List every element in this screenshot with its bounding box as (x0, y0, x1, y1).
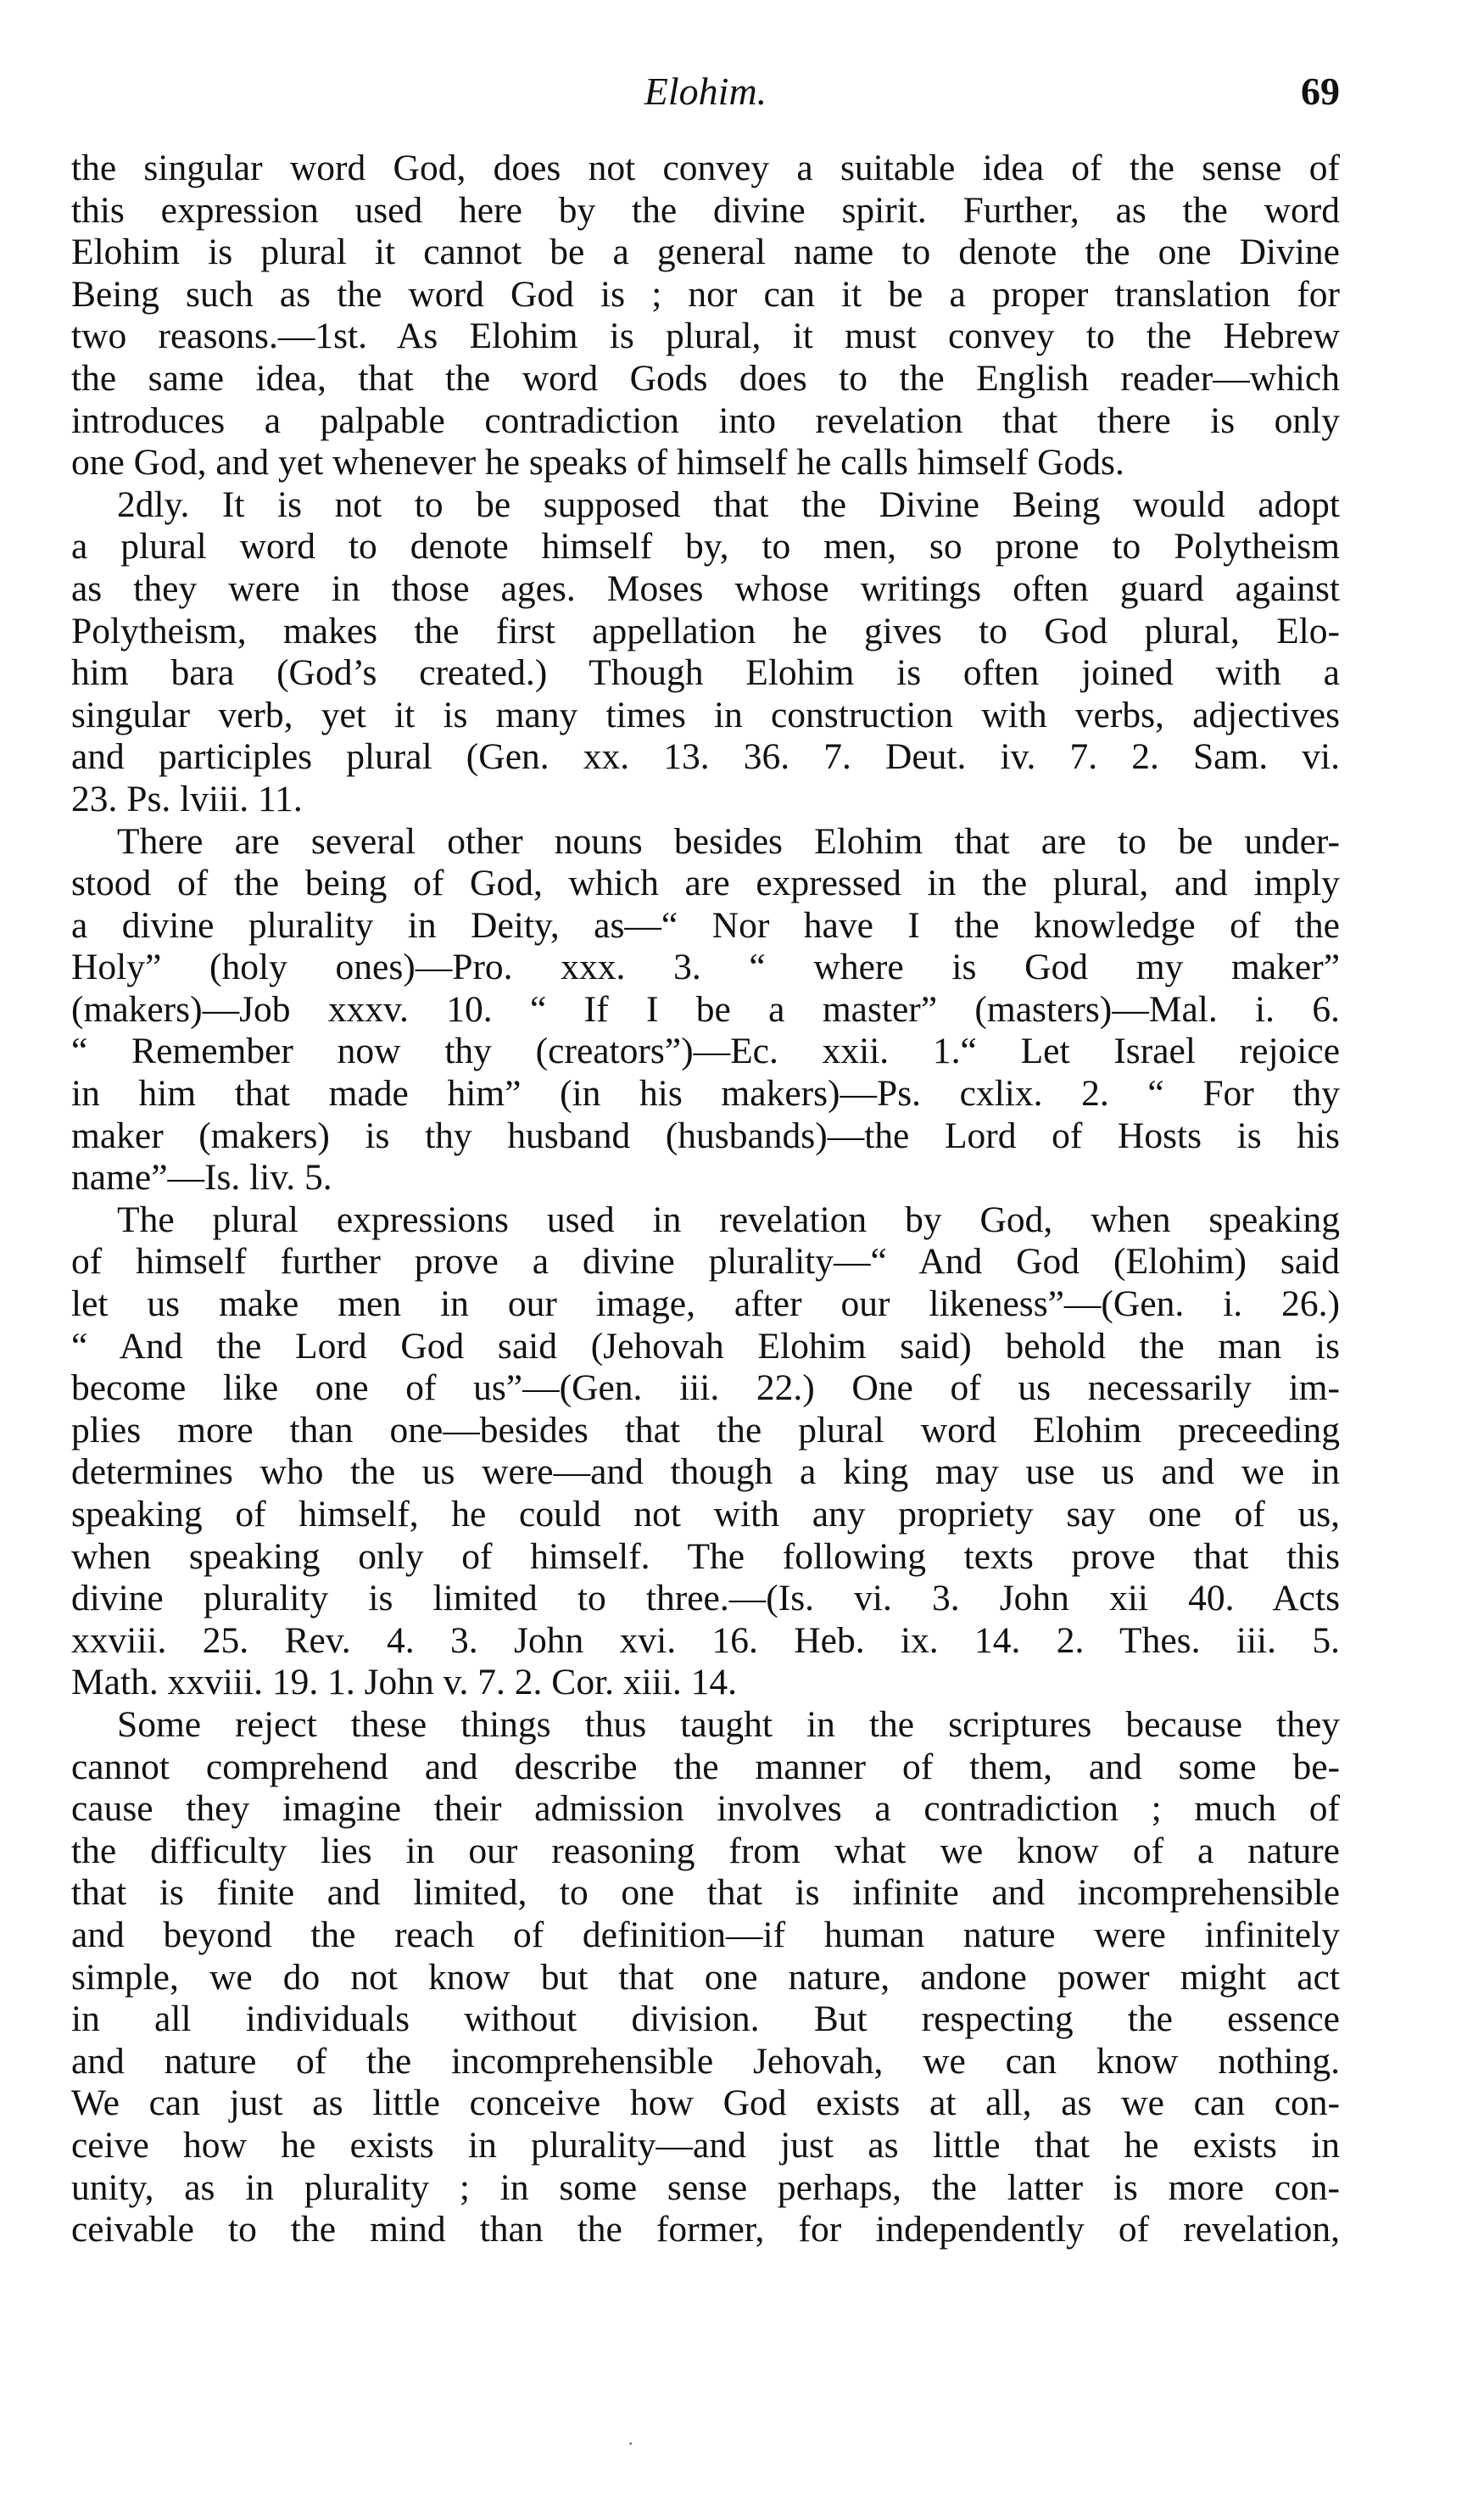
text-line: a plural word to denote himself by, to men, so prone to Polytheism (71, 526, 1340, 567)
text-line: two reasons.—1st. As Elohim is plural, it must convey to the Hebrew (71, 316, 1340, 357)
text-line: ceivable to the mind than the former, for independently of revelation, (71, 2209, 1340, 2250)
text-line: when speaking only of himself. The following texts prove that this (71, 1535, 1340, 1577)
text-line: singular verb, yet it is many times in construction with verbs, adjectives (71, 694, 1340, 735)
text-line: and beyond the reach of definition—if human nature were infinitely (71, 1914, 1340, 1955)
text-line: in all individuals without division. But respecting the essence (71, 1998, 1340, 2040)
text-line: maker (makers) is thy husband (husbands)—the Lord of Hosts is his (71, 1115, 1340, 1156)
text-line: ceive how he exists in plurality—and just as little that he exists in (71, 2124, 1340, 2166)
page-number: 69 (1301, 70, 1340, 113)
text-line: him bara (God’s created.) Though Elohim is often joined with a (71, 652, 1340, 694)
text-line: this expression used here by the divine spirit. Further, as the word (71, 189, 1340, 231)
text-line: There are several other nouns besides Elohim that are to be under- (117, 820, 1340, 862)
text-line: and nature of the incomprehensible Jehovah, we can know nothing. (71, 2040, 1340, 2082)
text-line: 2dly. It is not to be supposed that the Divine Being would adopt (117, 484, 1340, 525)
text-line: the same idea, that the word Gods does to the English reader—which (71, 357, 1340, 399)
text-line: name”—Is. liv. 5. (71, 1157, 332, 1199)
text-line: introduces a palpable contradiction into revelation that there is only (71, 400, 1340, 441)
text-line: (makers)—Job xxxv. 10. “ If I be a master” (masters)—Mal. i. 6. (71, 988, 1340, 1030)
text-line: stood of the being of God, which are expressed in the plural, and imply (71, 863, 1340, 904)
text-line: Holy” (holy ones)—Pro. xxx. 3. “ where is God my maker” (71, 947, 1340, 988)
running-head (71, 66, 1340, 117)
text-line: the singular word God, does not convey a suitable idea of the sense of (71, 148, 1340, 188)
text-line: that is finite and limited, to one that is infinite and incomprehensible (71, 1872, 1340, 1914)
text-line: We can just as little conceive how God exists at all, as we can con- (71, 2082, 1340, 2124)
text-line: The plural expressions used in revelation by God, when speaking (117, 1199, 1340, 1240)
text-line: let us make men in our image, after our likeness”—(Gen. i. 26.) (71, 1283, 1340, 1325)
text-line: in him that made him” (in his makers)—Ps. cxlix. 2. “ For thy (71, 1073, 1340, 1115)
text-line: 23. Ps. lviii. 11. (71, 778, 303, 819)
text-line: unity, as in plurality ; in some sense perhaps, the latter is more con- (71, 2166, 1340, 2208)
text-line: “ Remember now thy (creators”)—Ec. xxii. 1.“ Let Israel rejoice (71, 1031, 1340, 1072)
text-line: Some reject these things thus taught in the scriptures because they (117, 1703, 1340, 1745)
body-text (71, 148, 1340, 2251)
text-line: of himself further prove a divine plurality—“ And God (Elohim) said (71, 1241, 1340, 1283)
text-line: and participles plural (Gen. xx. 13. 36. 7. Deut. iv. 7. 2. Sam. vi. (71, 736, 1340, 778)
text-line: plies more than one—besides that the plural word Elohim preceeding (71, 1409, 1340, 1451)
text-line: Polytheism, makes the first appellation he gives to God plural, Elo- (71, 610, 1340, 651)
text-line: become like one of us”—(Gen. iii. 22.) One of us necessarily im- (71, 1367, 1340, 1409)
text-line: Math. xxviii. 19. 1. John v. 7. 2. Cor. xiii. 14. (71, 1662, 738, 1703)
text-line: a divine plurality in Deity, as—“ Nor have I the knowledge of the (71, 904, 1340, 946)
text-line: as they were in those ages. Moses whose writings often guard against (71, 567, 1340, 609)
text-line: simple, we do not know but that one nature, andone power might act (71, 1956, 1340, 1998)
text-line: Being such as the word God is ; nor can it be a proper translation for (71, 273, 1340, 315)
text-line: “ And the Lord God said (Jehovah Elohim said) behold the man is (71, 1325, 1340, 1367)
text-line: cannot comprehend and describe the manner of them, and some be- (71, 1746, 1340, 1787)
text-line: determines who the us were—and though a king may use us and we in (71, 1451, 1340, 1493)
text-line: one God, and yet whenever he speaks of himself he calls himself Gods. (71, 442, 1124, 484)
text-line: cause they imagine their admission involves a contradiction ; much of (71, 1788, 1340, 1830)
text-line: xxviii. 25. Rev. 4. 3. John xvi. 16. Heb. ix. 14. 2. Thes. iii. 5. (71, 1619, 1340, 1661)
text-line: the difficulty lies in our reasoning from what we know of a nature (71, 1830, 1340, 1871)
text-line: divine plurality is limited to three.—(Is. vi. 3. John xii 40. Acts (71, 1578, 1340, 1619)
running-title: Elohim. (644, 70, 767, 113)
print-speck: · (628, 2433, 634, 2454)
text-line: Elohim is plural it cannot be a general name to denote the one Divine (71, 232, 1340, 273)
text-line: speaking of himself, he could not with any propriety say one of us, (71, 1494, 1340, 1535)
